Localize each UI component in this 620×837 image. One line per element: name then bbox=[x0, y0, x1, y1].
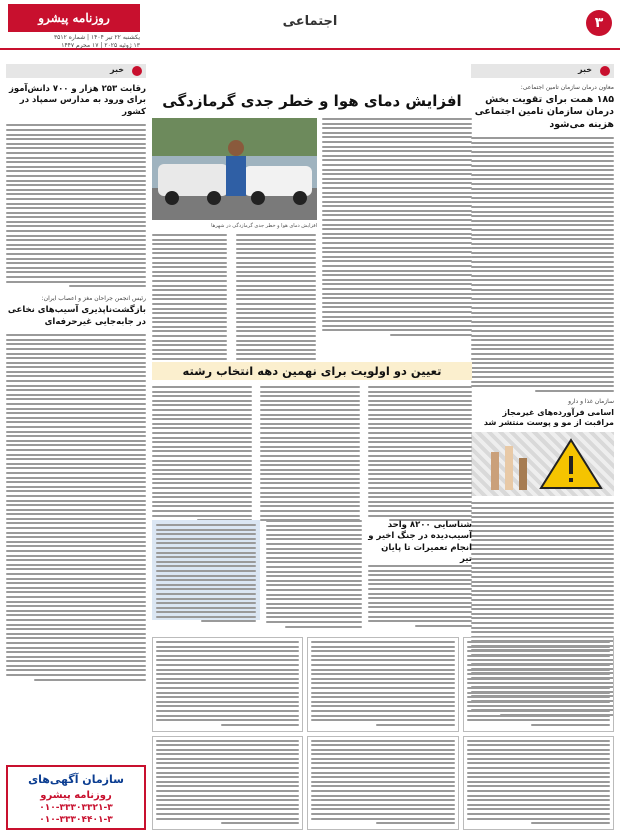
ad-office-box bbox=[6, 765, 146, 830]
third-story-col-2 bbox=[266, 520, 362, 628]
date-line: یکشنبه ۲۲ تیر ۱۴۰۴ | شماره ۳۵۱۲ bbox=[53, 34, 140, 41]
legal-notices bbox=[152, 637, 614, 830]
story-kicker-2: رئیس انجمن جراحان مغز و اعصاب ایران: bbox=[41, 295, 146, 303]
photo-caption: افزایش دمای هوا و خطر جدی گرمازدگی در شهرها bbox=[211, 223, 317, 229]
main-story-col-2 bbox=[236, 234, 316, 360]
main-story-col-3 bbox=[152, 234, 227, 360]
story-title: ۱۸۵ همت برای تقویت بخش درمان سازمان تامین اجتماعی هزینه می‌شود bbox=[474, 94, 614, 130]
news-label: خبر bbox=[577, 65, 592, 74]
warning-icon bbox=[471, 432, 614, 496]
notice-item bbox=[152, 637, 303, 732]
warning-photo bbox=[471, 432, 614, 496]
story-body bbox=[471, 137, 614, 392]
second-story-col-2 bbox=[260, 386, 360, 521]
story-title: رقابت ۲۵۳ هزار و ۷۰۰ دانش‌آموز برای ورود به مدارس سمپاد در کشور bbox=[9, 84, 146, 117]
arrow-icon bbox=[132, 66, 142, 76]
boxed-story-body bbox=[156, 524, 256, 622]
news-label: خبر bbox=[109, 65, 124, 74]
main-photo bbox=[152, 118, 317, 220]
left-column bbox=[6, 64, 146, 681]
page-header bbox=[0, 0, 620, 50]
notice-item bbox=[152, 736, 303, 831]
third-story-body bbox=[368, 565, 472, 627]
second-headline: تعیین دو اولویت برای نهمین دهه انتخاب رشته bbox=[152, 362, 472, 380]
street-photo bbox=[152, 118, 317, 220]
ad-brand: روزنامه پیشرو bbox=[40, 790, 112, 801]
page-number: ۳ bbox=[586, 10, 612, 36]
notice-item bbox=[463, 637, 614, 732]
arrow-icon bbox=[600, 66, 610, 76]
story-body-2 bbox=[6, 334, 146, 681]
ad-phone-1: ۰۱۰-۳۳۳۰۳۳۲۱-۳ bbox=[39, 803, 113, 813]
story-title-2: اسامی فرآورده‌های غیرمجاز مراقبت از مو و پوست منتشر شد bbox=[483, 407, 614, 428]
notice-item bbox=[463, 736, 614, 831]
main-headline: افزایش دمای هوا و خطر جدی گرمازدگی bbox=[162, 92, 462, 110]
second-story-col-3 bbox=[152, 386, 252, 521]
ad-phone-2: ۰۱۰-۳۳۳۰۴۴۰۱-۳ bbox=[39, 815, 113, 825]
news-label-bar-left bbox=[6, 64, 146, 78]
newspaper-logo: روزنامه پیشرو bbox=[8, 4, 140, 32]
story-kicker-2: سازمان غذا و دارو bbox=[568, 397, 614, 405]
story-body bbox=[6, 124, 146, 287]
story-title-2: بازگشت‌ناپذیری آسیب‌های نخاعی در جابه‌جایی غیرحرفه‌ای bbox=[7, 305, 146, 327]
notice-item bbox=[307, 637, 458, 732]
third-headline: شناسایی ۸۲۰۰ واحد آسیب‌دیده در جنگ اخیر و انجام تعمیرات تا پایان تیر bbox=[368, 520, 472, 565]
story-kicker: معاون درمان سازمان تامین اجتماعی: bbox=[520, 84, 614, 91]
second-story-col-1 bbox=[368, 386, 472, 521]
boxed-story bbox=[152, 520, 260, 620]
date-line-alt: ۱۳ ژوئیه ۲۰۲۵ | ۱۷ محرم ۱۴۴۷ bbox=[61, 42, 140, 49]
section-title: اجتماعی bbox=[282, 14, 338, 29]
main-story-col-1 bbox=[322, 118, 472, 336]
news-label-bar bbox=[471, 64, 614, 78]
right-column bbox=[471, 64, 614, 716]
notice-item bbox=[307, 736, 458, 831]
ad-title: سازمان آگهی‌های bbox=[28, 773, 124, 786]
